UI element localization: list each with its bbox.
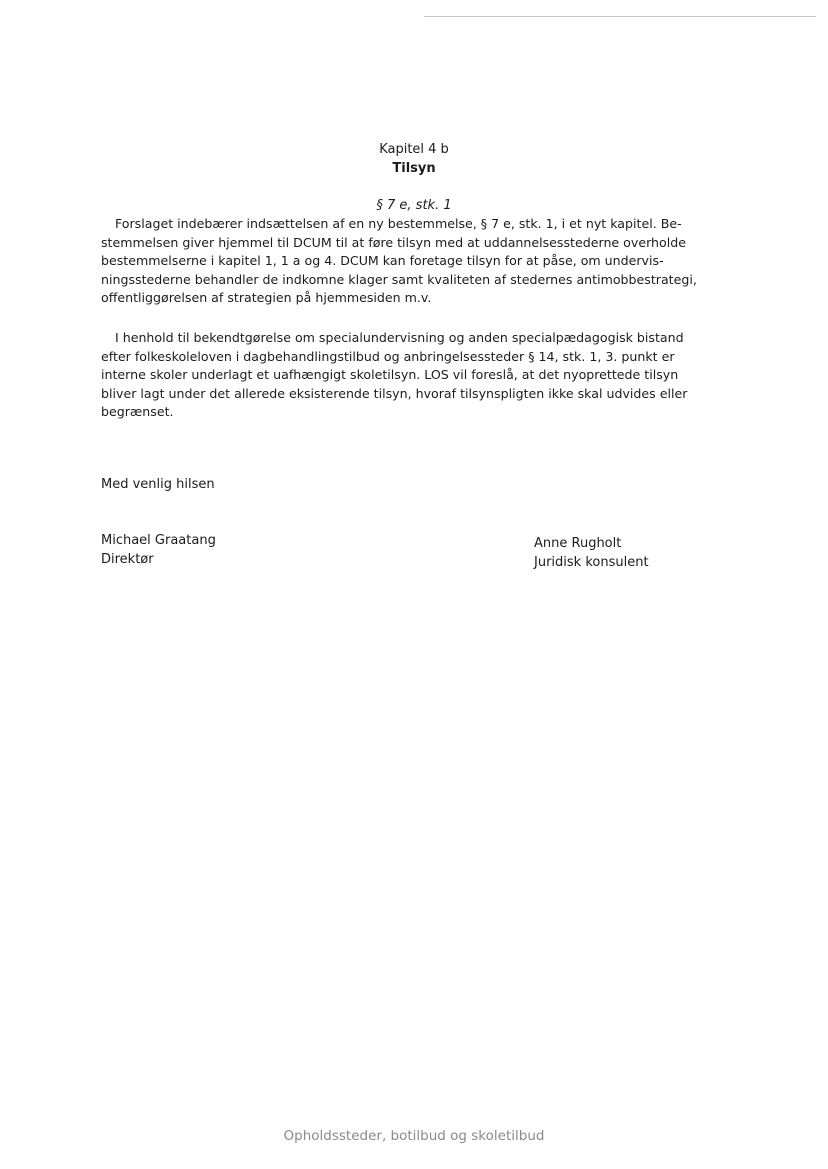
- signatory-title: Juridisk konsulent: [534, 554, 649, 570]
- signatory-name: Anne Rugholt: [534, 536, 622, 551]
- signatory-title: Direktør: [101, 551, 154, 567]
- paragraph-2: [101, 329, 725, 422]
- paragraph-line: Forslaget indebærer indsættelsen af en ny bestemmelse, § 7 e, stk. 1, i et nyt kapitel. Be-: [115, 216, 682, 231]
- paragraph-line: bestemmelserne i kapitel 1, 1 a og 4. DCUM kan foretage tilsyn for at påse, om undervis-: [101, 253, 664, 269]
- paragraph-line: ningsstederne behandler de indkomne klager samt kvaliteten af stedernes antimobbestrategi,: [101, 271, 697, 287]
- closing-greeting: Med venlig hilsen: [101, 477, 215, 492]
- paragraph-1: [101, 215, 725, 308]
- paragraph-line: bliver lagt under det allerede eksisterende tilsyn, hvoraf tilsynspligten ikke skal udvides eller: [101, 385, 688, 401]
- paragraph-line: interne skoler underlagt et uafhængigt skoletilsyn. LOS vil foreslå, at det nyoprettede tilsyn: [101, 367, 679, 383]
- chapter-number: Kapitel 4 b: [379, 142, 449, 157]
- paragraph-line: begrænset.: [101, 404, 174, 420]
- page-footer: Opholdssteder, botilbud og skoletilbud: [283, 1128, 545, 1144]
- chapter-title: Tilsyn: [392, 161, 436, 176]
- paragraph-line: I henhold til bekendtgørelse om specialundervisning og anden specialpædagogisk bistand: [115, 330, 684, 345]
- signature-left: [101, 532, 216, 569]
- paragraph-line: efter folkeskoleloven i dagbehandlingstilbud og anbringelsessteder § 14, stk. 1, 3. punkt er: [101, 348, 675, 364]
- paragraph-line: stemmelsen giver hjemmel til DCUM til at føre tilsyn med at uddannelsesstederne overholde: [101, 234, 686, 250]
- paragraph-line: offentliggørelsen af strategien på hjemmesiden m.v.: [101, 290, 432, 306]
- section-reference: § 7 e, stk. 1: [376, 198, 452, 213]
- signatory-name: Michael Graatang: [101, 533, 216, 548]
- header-rule: [424, 16, 816, 17]
- signature-right: [534, 535, 649, 572]
